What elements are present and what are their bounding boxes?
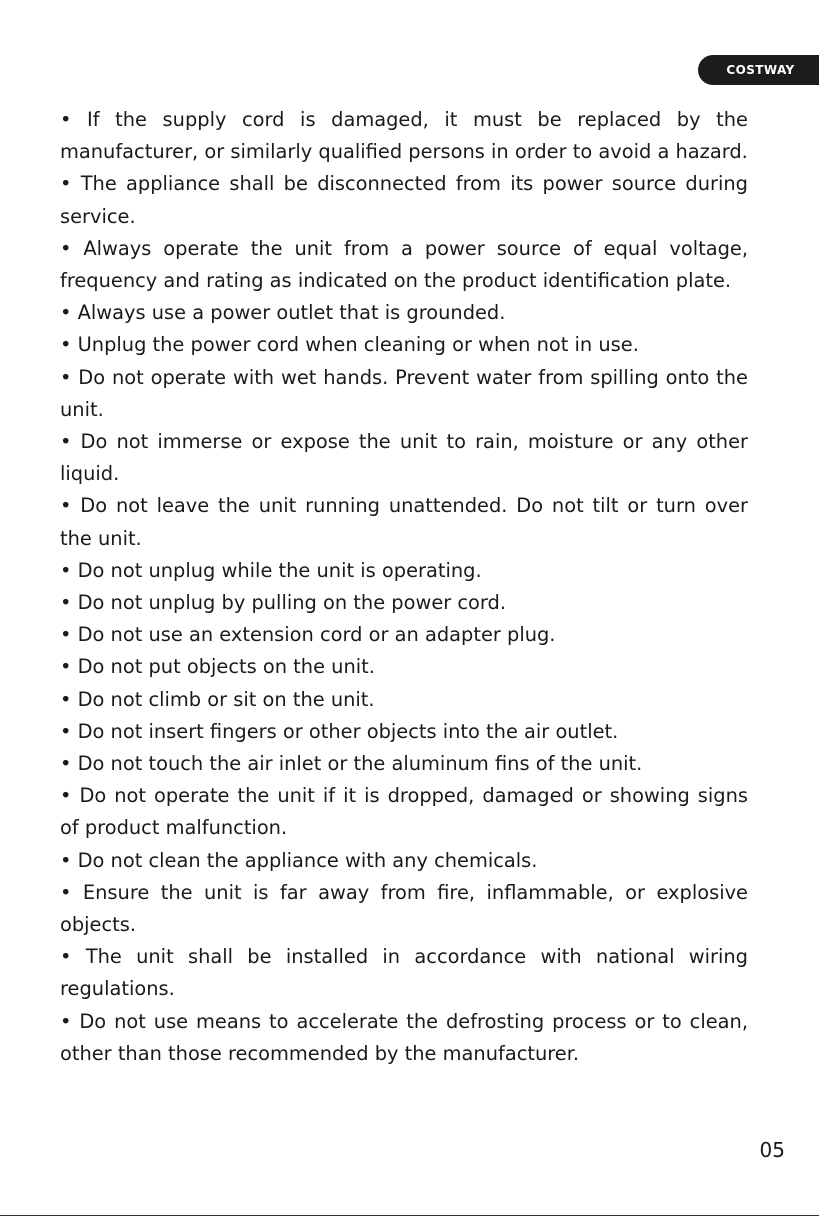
safety-item: • Do not climb or sit on the unit. [60, 687, 375, 711]
safety-item: • Do not use an extension cord or an adapter plug. [60, 623, 556, 647]
safety-item: • Do not unplug while the unit is operating. [60, 558, 482, 582]
bottom-divider [0, 1215, 819, 1216]
safety-item: • Do not touch the air inlet or the aluminum fins of the unit. [60, 752, 643, 776]
safety-item: • Do not immerse or expose the unit to rain, moisture or any other liquid. [60, 430, 748, 486]
safety-item: • Do not insert fingers or other objects into the air outlet. [60, 719, 619, 743]
brand-name: COSTWAY [726, 63, 795, 77]
brand-logo-tab [698, 55, 819, 85]
safety-item: • Do not operate with wet hands. Prevent water from spilling onto the unit. [60, 365, 748, 421]
safety-item: • Unplug the power cord when cleaning or when not in use. [60, 333, 639, 357]
safety-instructions [60, 104, 748, 1070]
safety-item: • Do not operate the unit if it is dropped, damaged or showing signs of product malfunction. [60, 784, 748, 840]
safety-item: • Ensure the unit is far away from fire, inflammable, or explosive objects. [60, 880, 748, 937]
page-number: 05 [759, 1138, 785, 1162]
safety-item: • Do not put objects on the unit. [60, 655, 375, 679]
safety-item: • The unit shall be installed in accordance with national wiring regulations. [60, 945, 748, 1001]
safety-item: • Always use a power outlet that is grounded. [60, 301, 506, 325]
safety-item: • If the supply cord is damaged, it must be replaced by the manufacturer, or similarly qualified persons in order to avoid a hazard. [60, 108, 748, 164]
safety-item: • Do not use means to accelerate the defrosting process or to clean, other than those recommended by the manufacturer. [60, 1009, 748, 1065]
safety-item: • Do not unplug by pulling on the power cord. [60, 591, 507, 615]
safety-item: • Do not leave the unit running unattended. Do not tilt or turn over the unit. [60, 494, 748, 550]
safety-item: • The appliance shall be disconnected from its power source during service. [60, 172, 748, 228]
safety-item: • Do not clean the appliance with any chemicals. [60, 848, 538, 872]
safety-item: • Always operate the unit from a power source of equal voltage, frequency and rating as indicated on the product identification plate. [60, 236, 748, 293]
